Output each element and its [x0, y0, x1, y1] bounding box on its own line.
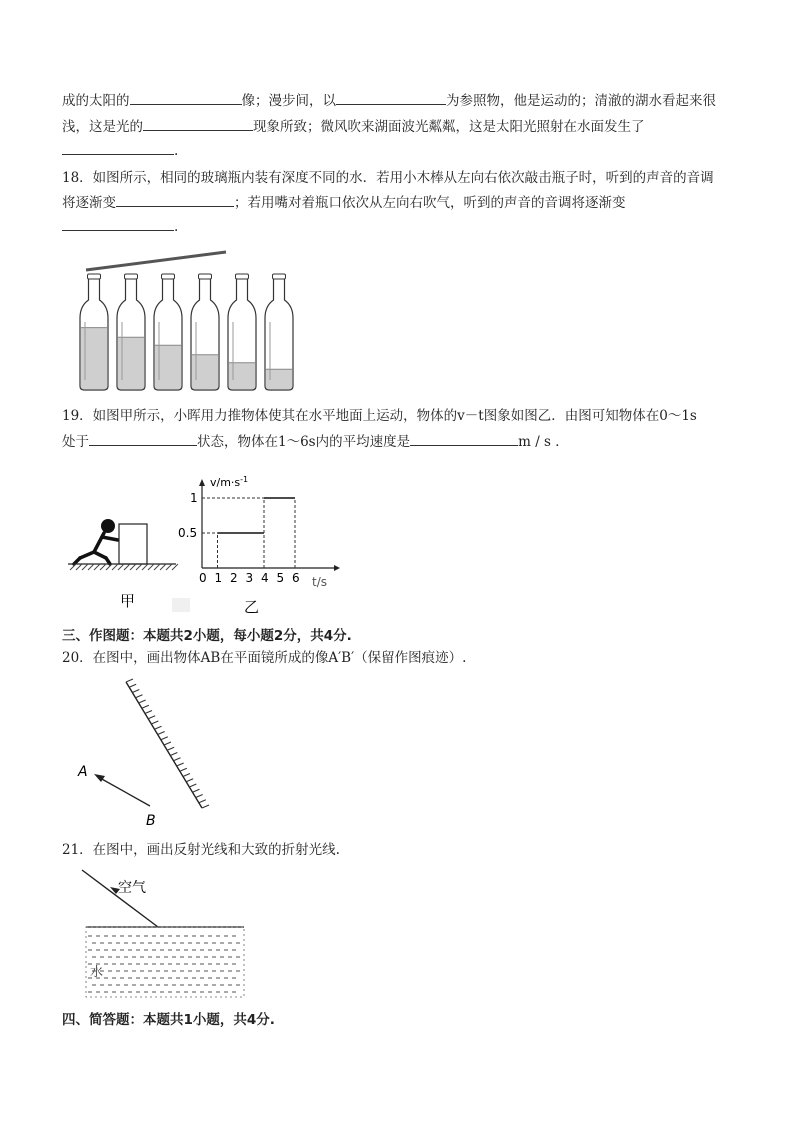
section-3-heading: 三、作图题：本题共2小题，每小题2分，共4分. [62, 628, 352, 644]
water-container [86, 927, 244, 997]
answer-blank[interactable] [143, 116, 253, 131]
q19-text: 状态，物体在1～6s内的平均速度是 [197, 434, 411, 450]
q17-text: . [174, 143, 179, 159]
y-tick-label: 1 [190, 491, 198, 505]
bottle-lip [199, 274, 212, 279]
ground-hatch [70, 564, 178, 570]
q17-text: 像；漫步间，以 [241, 93, 336, 109]
scan-smudge [172, 598, 190, 612]
x-tick-label: 3 [245, 571, 254, 585]
q18-text: 将逐渐变 [62, 195, 116, 211]
q19-text: m / s ． [518, 434, 569, 450]
refraction-figure [80, 866, 250, 1002]
x-tick-label: 6 [292, 571, 300, 585]
q17-text: 浅，这是光的 [62, 119, 143, 135]
vt-graph [178, 470, 348, 620]
q17-line2 [62, 116, 734, 137]
q18-line1: 18．如图所示，相同的玻璃瓶内装有深度不同的水．若用小木棒从左向右依次敲击瓶子时，听到的声音的音调 [62, 170, 714, 186]
y-tick-label: 0.5 [178, 526, 198, 540]
q19-line2 [62, 431, 734, 452]
q21-text: 21．在图中，画出反射光线和大致的折射光线. [62, 842, 340, 858]
q17-text: 成的太阳的 [62, 93, 130, 109]
incident-ray [82, 870, 158, 927]
answer-blank[interactable] [130, 90, 242, 105]
label-a: A [78, 764, 88, 780]
x-axis-arrow [334, 565, 340, 571]
answer-blank[interactable] [410, 431, 518, 446]
label-yi: 乙 [244, 598, 260, 616]
y-axis-arrow [199, 479, 205, 486]
pushing-person-icon [74, 519, 118, 564]
arrow-head-icon [94, 774, 105, 782]
x-tick-label: 5 [276, 571, 285, 585]
q19-line1: 19．如图甲所示，小晖用力推物体使其在水平地面上运动，物体的v－t图象如图乙．由图可知物体在0～1s [62, 408, 697, 424]
mirror-hatch [126, 679, 209, 808]
q17-line3 [62, 140, 734, 161]
x-axis-label: t/s [312, 575, 327, 589]
q17-text: 为参照物，他是运动的；清澈的湖水看起来很 [446, 93, 716, 109]
q17-line1 [62, 90, 734, 111]
object-ab-arrow [100, 778, 150, 806]
q18-line3 [62, 216, 734, 237]
q19-text: 处于 [62, 434, 89, 450]
q18-text: ；若用嘴对着瓶口依次从左向右吹气，听到的声音的音调将逐渐变 [234, 195, 626, 211]
label-air: 空气 [118, 880, 146, 896]
q17-text: 现象所致；微风吹来湖面波光粼粼，这是太阳光照射在水面发生了 [253, 119, 645, 135]
section-4-heading: 四、简答题：本题共1小题，共4分. [62, 1012, 275, 1028]
label-b: B [146, 813, 156, 829]
answer-blank[interactable] [62, 140, 174, 155]
q18-line2 [62, 192, 734, 213]
bottle-lip [236, 274, 249, 279]
pushed-box [119, 524, 147, 564]
x-tick-label: 4 [261, 571, 269, 585]
answer-blank[interactable] [89, 431, 197, 446]
answer-blank[interactable] [62, 216, 174, 231]
bottles-group [80, 274, 293, 390]
bottles-figure [74, 248, 314, 396]
wooden-stick [86, 252, 226, 270]
q18-text: . [174, 219, 179, 235]
x-tick-label: 2 [230, 571, 238, 585]
answer-blank[interactable] [336, 90, 446, 105]
label-jia: 甲 [120, 592, 136, 610]
graph-lines [202, 498, 295, 568]
graph-ticks [178, 491, 300, 585]
y-axis-label: $v/m\cdot s^{-1}$ [210, 475, 249, 489]
label-water: 水 [90, 965, 104, 980]
x-tick-label: 0 [199, 571, 207, 585]
bottle-lip [273, 274, 286, 279]
q20-text: 20．在图中，画出物体AB在平面镜所成的像A′B′（保留作图痕迹）. [62, 650, 467, 666]
bottle-lip [88, 274, 101, 279]
mirror-figure [70, 676, 220, 836]
water-dashes [88, 936, 240, 992]
x-tick-label: 1 [214, 571, 223, 585]
bottle-lip [162, 274, 175, 279]
bottle-lip [125, 274, 138, 279]
answer-blank[interactable] [116, 192, 234, 207]
